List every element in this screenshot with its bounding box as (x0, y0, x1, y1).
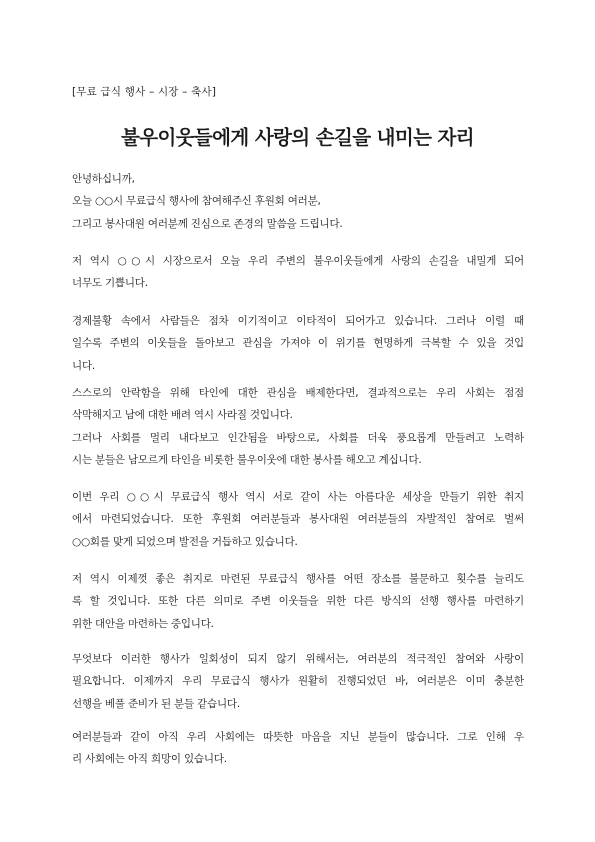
paragraph-line: 저 역시 ○○시 시장으로서 오늘 우리 주변의 불우이웃들에게 사랑의 손길을 내밀게 되어 (72, 255, 524, 267)
paragraph-line: 저 역시 이제껏 좋은 취지로 마련된 무료급식 행사를 어떤 장소를 불문하고 횟수를 늘리도 (72, 573, 524, 585)
paragraph-line: 이번 우리 ○○시 무료급식 행사 역시 서로 같이 사는 아름다운 세상을 만들기 위한 취지 (72, 491, 524, 503)
paragraph-line: 오늘 ○○시 무료급식 행사에 참여해주신 후원회 여러분, (72, 195, 321, 208)
paragraph-event (72, 486, 524, 553)
paragraph-line: 스스로의 안락함을 위해 타인에 대한 관심을 배제한다면, 결과적으로는 우리 사회는 점점 (72, 387, 524, 399)
paragraph-line: 에서 마련되었습니다. 또한 후원회 여러분들과 봉사대원 여러분들의 자발적인 참여로 벌써 (72, 513, 524, 526)
document-tag: [무료 급식 행사 – 시장 – 축사] (72, 86, 217, 98)
paragraph-line: 록 할 것입니다. 또한 다른 의미로 주변 이웃들을 위한 다른 방식의 선행 행사를 마련하기 (72, 595, 524, 608)
paragraph-line: 니다. (72, 359, 96, 372)
paragraph-joy (72, 250, 524, 295)
paragraph-line: 그러나 사회를 멀리 내다보고 인간됨을 바탕으로, 사회를 더욱 풍요롭게 만들려고 노력하 (72, 431, 524, 444)
paragraph-line: 여러분들과 같이 아직 우리 사회에는 따뜻한 마음을 지닌 분들이 많습니다. 그로 인해 우 (72, 731, 524, 743)
paragraph-line: 일수록 주변의 이웃들을 돌아보고 관심을 가져야 이 위기를 현명하게 극복할 수 있을 것입 (72, 337, 524, 350)
paragraph-line: 무엇보다 이러한 행사가 일회성이 되지 않기 위해서는, 여러분의 적극적인 참여와 사랑이 (72, 653, 524, 665)
paragraph-line: 선행을 베풀 준비가 된 분들 같습니다. (72, 697, 240, 710)
paragraph-line: 안녕하십니까, (72, 173, 135, 185)
paragraph-line: 너무도 기쁩니다. (72, 277, 148, 290)
paragraph-line: 경제불황 속에서 사람들은 점차 이기적이고 이타적이 되어가고 있습니다. 그러나 이럴 때 (72, 315, 524, 327)
paragraph-plans (72, 568, 524, 635)
paragraph-line: 리 사회에는 아직 희망이 있습니다. (72, 753, 227, 766)
paragraph-participation (72, 648, 524, 715)
paragraph-economy (72, 310, 524, 377)
document-title: 불우이웃들에게 사랑의 손길을 내미는 자리 (120, 126, 475, 149)
paragraph-line: ○○회를 맞게 되었으며 발전을 거듭하고 있습니다. (72, 535, 298, 548)
paragraph-society (72, 382, 524, 472)
paragraph-hope (72, 726, 524, 771)
paragraph-line: 필요합니다. 이제까지 우리 무료급식 행사가 원활히 진행되었던 바, 여러분은 이미 충분한 (72, 675, 524, 688)
paragraph-line: 시는 분들은 남모르게 타인을 비롯한 불우이웃에 대한 봉사를 해오고 계십니다. (72, 454, 422, 467)
paragraph-line: 위한 대안을 마련하는 중입니다. (72, 617, 214, 630)
paragraph-line: 삭막해지고 남에 대한 배려 역시 사라질 것입니다. (72, 409, 293, 422)
paragraph-greeting (72, 168, 524, 235)
paragraph-line: 그리고 봉사대원 여러분께 진심으로 존경의 말씀을 드립니다. (72, 217, 343, 230)
